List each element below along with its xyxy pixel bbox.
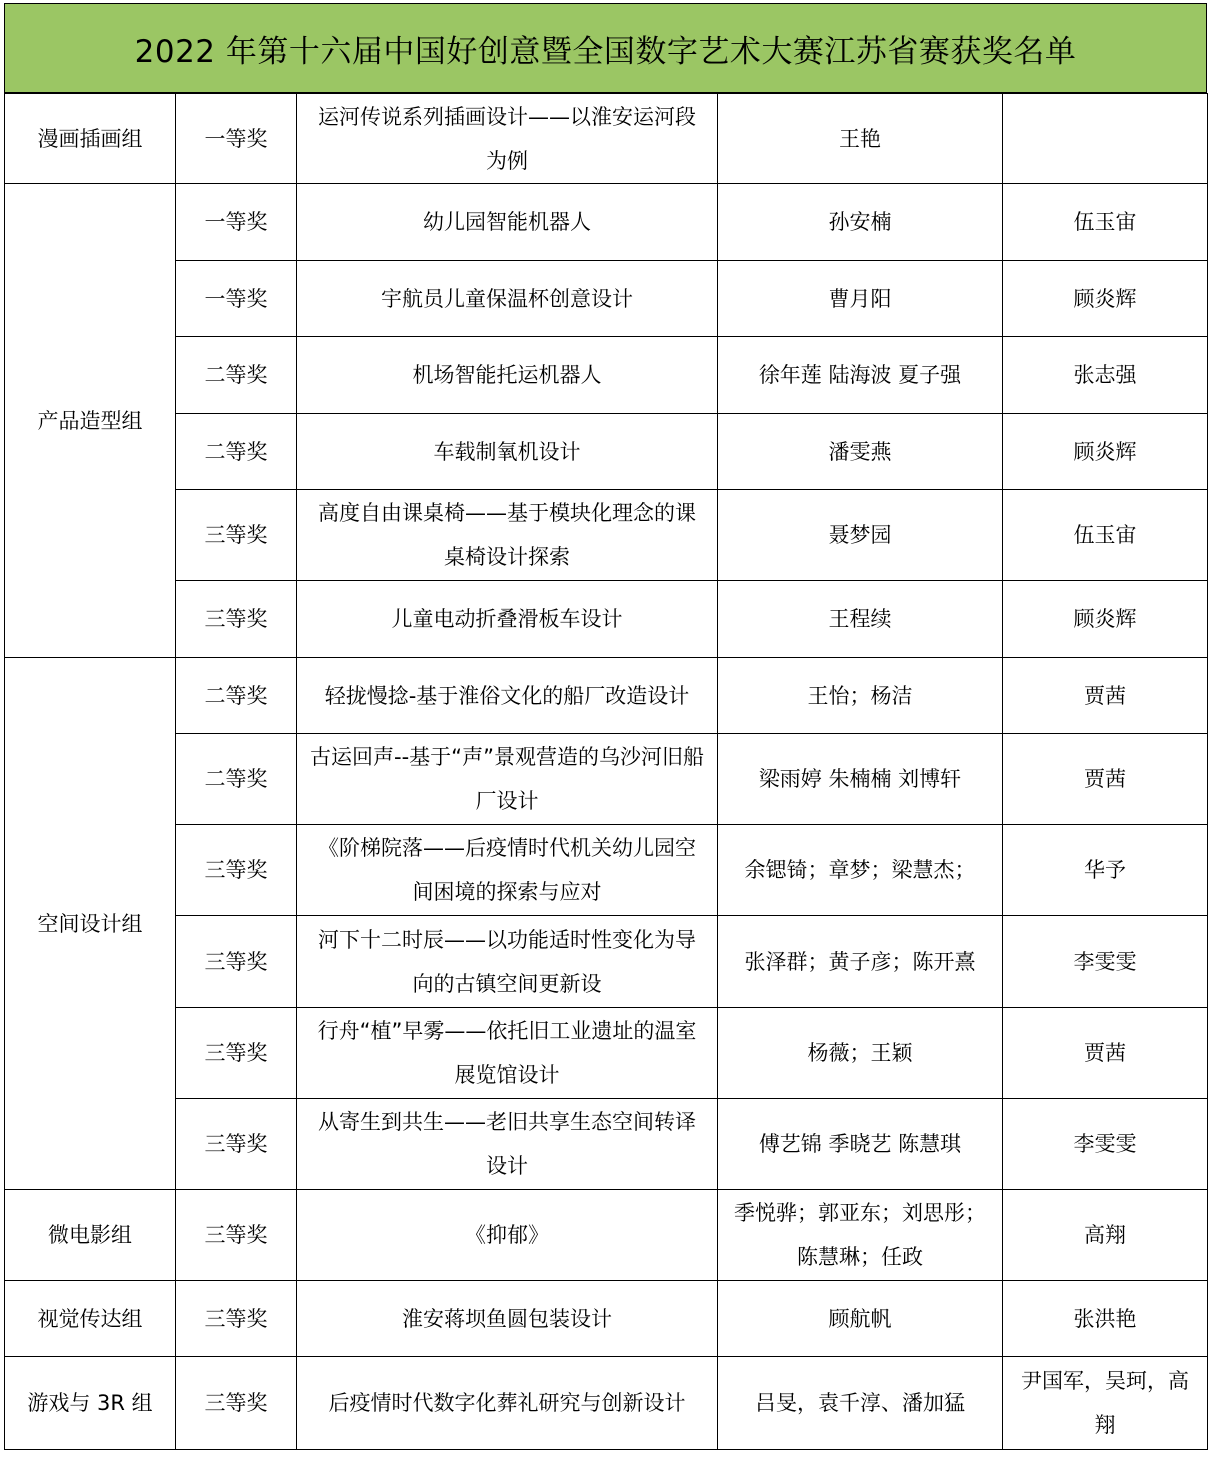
advisor-cell: 张洪艳 <box>1003 1281 1208 1357</box>
work-cell: 古运回声--基于“声”景观营造的乌沙河旧船厂设计 <box>297 734 718 825</box>
authors-cell: 王艳 <box>718 94 1003 184</box>
advisor-cell: 华予 <box>1003 825 1208 916</box>
work-cell: 淮安蒋坝鱼圆包装设计 <box>297 1281 718 1357</box>
prize-cell: 三等奖 <box>176 1008 297 1099</box>
work-cell: 宇航员儿童保温杯创意设计 <box>297 261 718 337</box>
prize-cell: 三等奖 <box>176 1190 297 1281</box>
work-cell: 高度自由课桌椅——基于模块化理念的课桌椅设计探索 <box>297 490 718 581</box>
authors-cell: 杨薇；王颖 <box>718 1008 1003 1099</box>
prize-cell: 二等奖 <box>176 337 297 414</box>
table-row <box>5 490 1208 581</box>
work-cell: 机场智能托运机器人 <box>297 337 718 414</box>
table-row <box>5 1008 1208 1099</box>
group-cell: 视觉传达组 <box>5 1281 176 1357</box>
advisor-cell: 高翔 <box>1003 1190 1208 1281</box>
prize-cell: 一等奖 <box>176 94 297 184</box>
work-cell: 后疫情时代数字化葬礼研究与创新设计 <box>297 1357 718 1450</box>
authors-cell: 潘雯燕 <box>718 414 1003 490</box>
authors-cell: 傅艺锦 季晓艺 陈慧琪 <box>718 1099 1003 1190</box>
advisor-cell: 伍玉宙 <box>1003 490 1208 581</box>
authors-cell: 王怡；杨洁 <box>718 658 1003 734</box>
authors-cell: 聂梦园 <box>718 490 1003 581</box>
advisor-cell: 贾茜 <box>1003 1008 1208 1099</box>
table-row <box>5 414 1208 490</box>
table-row <box>5 337 1208 414</box>
table-row <box>5 94 1208 184</box>
group-cell: 漫画插画组 <box>5 94 176 184</box>
table-row <box>5 734 1208 825</box>
prize-cell: 一等奖 <box>176 261 297 337</box>
advisor-cell <box>1003 94 1208 184</box>
table-title: 2022 年第十六届中国好创意暨全国数字艺术大赛江苏省赛获奖名单 <box>4 3 1207 93</box>
table-row <box>5 1281 1208 1357</box>
table-row <box>5 581 1208 658</box>
table-row <box>5 1357 1208 1450</box>
table-row <box>5 658 1208 734</box>
advisor-cell: 尹国军，吴珂，高翔 <box>1003 1357 1208 1450</box>
group-cell: 空间设计组 <box>5 658 176 1190</box>
advisor-cell: 贾茜 <box>1003 734 1208 825</box>
authors-cell: 梁雨婷 朱楠楠 刘博轩 <box>718 734 1003 825</box>
advisor-cell: 张志强 <box>1003 337 1208 414</box>
advisor-cell: 李雯雯 <box>1003 916 1208 1008</box>
advisor-cell: 贾茜 <box>1003 658 1208 734</box>
work-cell: 行舟“植”早雾——依托旧工业遗址的温室展览馆设计 <box>297 1008 718 1099</box>
prize-cell: 一等奖 <box>176 184 297 261</box>
work-cell: 从寄生到共生——老旧共享生态空间转译设计 <box>297 1099 718 1190</box>
authors-cell: 徐年莲 陆海波 夏子强 <box>718 337 1003 414</box>
work-cell: 幼儿园智能机器人 <box>297 184 718 261</box>
award-table <box>4 93 1208 1450</box>
work-cell: 轻拢慢捻-基于淮俗文化的船厂改造设计 <box>297 658 718 734</box>
prize-cell: 二等奖 <box>176 658 297 734</box>
prize-cell: 三等奖 <box>176 1099 297 1190</box>
prize-cell: 三等奖 <box>176 1357 297 1450</box>
authors-cell: 张泽群；黄子彦；陈开熹 <box>718 916 1003 1008</box>
group-cell: 产品造型组 <box>5 184 176 658</box>
group-cell: 微电影组 <box>5 1190 176 1281</box>
prize-cell: 三等奖 <box>176 581 297 658</box>
advisor-cell: 顾炎辉 <box>1003 581 1208 658</box>
advisor-cell: 顾炎辉 <box>1003 261 1208 337</box>
prize-cell: 三等奖 <box>176 825 297 916</box>
table-row <box>5 261 1208 337</box>
prize-cell: 三等奖 <box>176 490 297 581</box>
authors-cell: 顾航帆 <box>718 1281 1003 1357</box>
work-cell: 河下十二时辰——以功能适时性变化为导向的古镇空间更新设 <box>297 916 718 1008</box>
prize-cell: 三等奖 <box>176 916 297 1008</box>
prize-cell: 二等奖 <box>176 734 297 825</box>
work-cell: 儿童电动折叠滑板车设计 <box>297 581 718 658</box>
work-cell: 运河传说系列插画设计——以淮安运河段为例 <box>297 94 718 184</box>
work-cell: 《抑郁》 <box>297 1190 718 1281</box>
work-cell: 《阶梯院落——后疫情时代机关幼儿园空间困境的探索与应对 <box>297 825 718 916</box>
advisor-cell: 顾炎辉 <box>1003 414 1208 490</box>
table-row <box>5 1190 1208 1281</box>
authors-cell: 吕旻，袁千淳、潘加猛 <box>718 1357 1003 1450</box>
authors-cell: 余锶锜；章梦；梁慧杰； <box>718 825 1003 916</box>
authors-cell: 王程续 <box>718 581 1003 658</box>
authors-cell: 季悦骅；郭亚东；刘思彤；陈慧琳；任政 <box>718 1190 1003 1281</box>
table-row <box>5 1099 1208 1190</box>
group-cell: 游戏与 3R 组 <box>5 1357 176 1450</box>
table-row <box>5 184 1208 261</box>
advisor-cell: 李雯雯 <box>1003 1099 1208 1190</box>
table-row <box>5 825 1208 916</box>
prize-cell: 二等奖 <box>176 414 297 490</box>
prize-cell: 三等奖 <box>176 1281 297 1357</box>
authors-cell: 曹月阳 <box>718 261 1003 337</box>
table-row <box>5 916 1208 1008</box>
authors-cell: 孙安楠 <box>718 184 1003 261</box>
advisor-cell: 伍玉宙 <box>1003 184 1208 261</box>
work-cell: 车载制氧机设计 <box>297 414 718 490</box>
